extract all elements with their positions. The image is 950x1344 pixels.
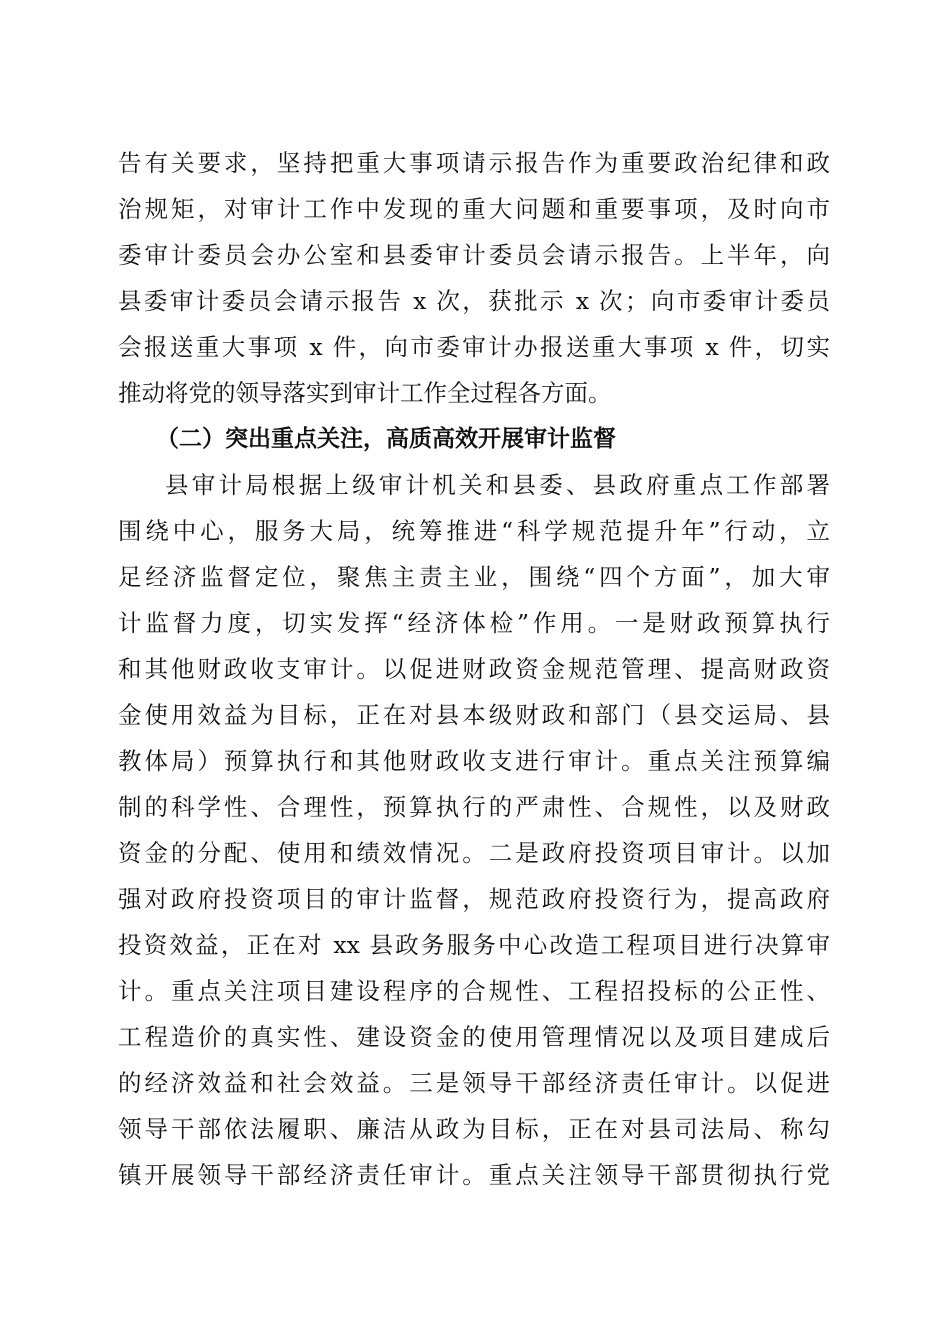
text-line: 的经济效益和社会效益。三是领导干部经济责任审计。以促进 — [118, 1069, 830, 1097]
text-line: 资金的分配、使用和绩效情况。二是政府投资项目审计。以加 — [118, 839, 830, 867]
text-line: 金使用效益为目标，正在对县本级财政和部门（县交运局、县 — [118, 701, 830, 729]
text-line: 治规矩，对审计工作中发现的重大问题和重要事项，及时向市 — [118, 195, 830, 223]
paragraph-2 — [118, 462, 830, 1198]
section-heading: （二）突出重点关注，高质高效开展审计监督 — [156, 426, 616, 452]
text-line: 足经济监督定位，聚焦主责主业，围绕“四个方面”，加大审 — [118, 563, 830, 591]
text-line: 制的科学性、合理性，预算执行的严肃性、合规性，以及财政 — [118, 793, 830, 821]
text-line: 领导干部依法履职、廉洁从政为目标，正在对县司法局、称勾 — [118, 1115, 830, 1143]
document-body — [118, 140, 830, 1198]
text-line: 围绕中心，服务大局，统筹推进“科学规范提升年”行动，立 — [118, 517, 830, 545]
text-line: 委审计委员会办公室和县委审计委员会请示报告。上半年，向 — [118, 241, 830, 269]
paragraph-1 — [118, 140, 830, 416]
text-line: 县审计局根据上级审计机关和县委、县政府重点工作部署 — [165, 471, 830, 499]
text-line: 和其他财政收支审计。以促进财政资金规范管理、提高财政资 — [118, 655, 830, 683]
text-line: 推动将党的领导落实到审计工作全过程各方面。 — [118, 379, 612, 407]
text-line: 告有关要求，坚持把重大事项请示报告作为重要政治纪律和政 — [118, 149, 830, 177]
text-line: 工程造价的真实性、建设资金的使用管理情况以及项目建成后 — [118, 1023, 830, 1051]
text-line: 会报送重大事项 x 件，向市委审计办报送重大事项 x 件，切实 — [118, 333, 830, 361]
text-line: 强对政府投资项目的审计监督，规范政府投资行为，提高政府 — [118, 885, 830, 913]
text-line: 镇开展领导干部经济责任审计。重点关注领导干部贯彻执行党 — [118, 1161, 830, 1189]
text-line: 计监督力度，切实发挥“经济体检”作用。一是财政预算执行 — [118, 609, 830, 637]
text-line: 投资效益，正在对 xx 县政务服务中心改造工程项目进行决算审 — [118, 931, 830, 959]
text-line: 县委审计委员会请示报告 x 次，获批示 x 次；向市委审计委员 — [118, 287, 830, 315]
text-line: 计。重点关注项目建设程序的合规性、工程招投标的公正性、 — [118, 977, 830, 1005]
text-line: 教体局）预算执行和其他财政收支进行审计。重点关注预算编 — [118, 747, 830, 775]
